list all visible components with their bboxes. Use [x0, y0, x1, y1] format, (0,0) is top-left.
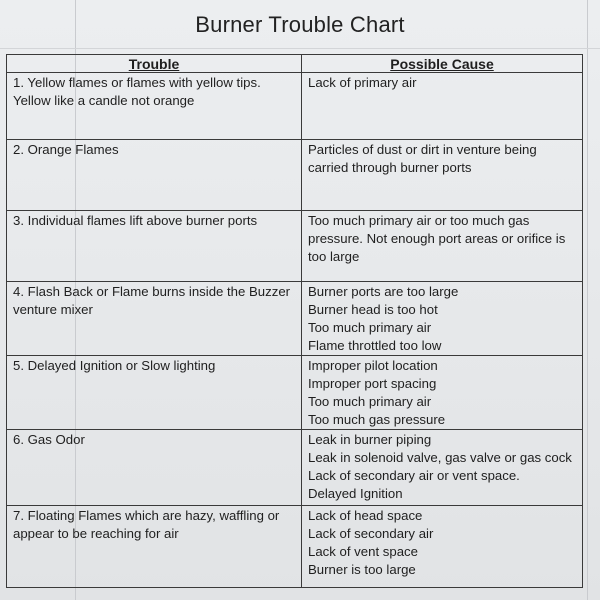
cause-text: too large [308, 249, 360, 264]
cause-cell [302, 506, 583, 588]
table-row [7, 73, 583, 140]
cause-text: Particles of dust or dirt in venture being [308, 142, 537, 157]
cause-text: Too much primary air [308, 394, 432, 409]
cause-text: Burner ports are too large [308, 284, 459, 299]
cause-text: Flame throttled too low [308, 338, 442, 353]
cause-cell [302, 356, 583, 430]
cause-text: Lack of secondary air or vent space. [308, 468, 520, 483]
cause-text: Lack of primary air [308, 75, 417, 90]
table-row [7, 356, 583, 430]
cause-text: Delayed Ignition [308, 486, 403, 501]
cause-text: Leak in solenoid valve, gas valve or gas cock [308, 450, 572, 465]
trouble-text: 5. Delayed Ignition or Slow lighting [13, 358, 216, 373]
cause-text: carried through burner ports [308, 160, 472, 175]
show-through-line [587, 0, 588, 600]
cause-text: Too much primary air [308, 320, 432, 335]
trouble-text: 3. Individual flames lift above burner ports [13, 213, 258, 228]
trouble-cell [7, 211, 302, 282]
cause-text: Burner is too large [308, 562, 416, 577]
trouble-cell [7, 140, 302, 211]
show-through-line [0, 48, 600, 49]
cause-text: Improper port spacing [308, 376, 437, 391]
table-header-row [7, 55, 583, 73]
trouble-cell [7, 506, 302, 588]
table-row [7, 282, 583, 356]
cause-text: Burner head is too hot [308, 302, 438, 317]
trouble-cell [7, 282, 302, 356]
cause-text: Leak in burner piping [308, 432, 432, 447]
cause-cell [302, 211, 583, 282]
cause-column-header: Possible Cause [302, 55, 583, 73]
table-row [7, 140, 583, 211]
trouble-text: 4. Flash Back or Flame burns inside the Buzzer [13, 284, 291, 299]
trouble-text: Yellow like a candle not orange [13, 93, 195, 108]
cause-text: Lack of vent space [308, 544, 418, 559]
trouble-text: 1. Yellow flames or flames with yellow tips. [13, 75, 261, 90]
cause-text: Lack of secondary air [308, 526, 434, 541]
cause-text: Too much primary air or too much gas [308, 213, 530, 228]
cause-cell [302, 140, 583, 211]
trouble-text: appear to be reaching for air [13, 526, 179, 541]
trouble-text: 2. Orange Flames [13, 142, 119, 157]
cause-text: pressure. Not enough port areas or orifice is [308, 231, 566, 246]
table-row [7, 430, 583, 506]
cause-cell [302, 430, 583, 506]
trouble-text: 7. Floating Flames which are hazy, waffling or [13, 508, 280, 523]
trouble-text: 6. Gas Odor [13, 432, 85, 447]
trouble-chart-table [6, 54, 583, 588]
trouble-cell [7, 73, 302, 140]
trouble-cell [7, 430, 302, 506]
table-row [7, 211, 583, 282]
cause-cell [302, 282, 583, 356]
cause-cell [302, 73, 583, 140]
cause-text: Lack of head space [308, 508, 423, 523]
trouble-text: venture mixer [13, 302, 93, 317]
table-row [7, 506, 583, 588]
cause-text: Improper pilot location [308, 358, 438, 373]
page-title: Burner Trouble Chart [195, 12, 405, 37]
trouble-cell [7, 356, 302, 430]
cause-text: Too much gas pressure [308, 412, 446, 427]
trouble-column-header: Trouble [7, 55, 302, 73]
